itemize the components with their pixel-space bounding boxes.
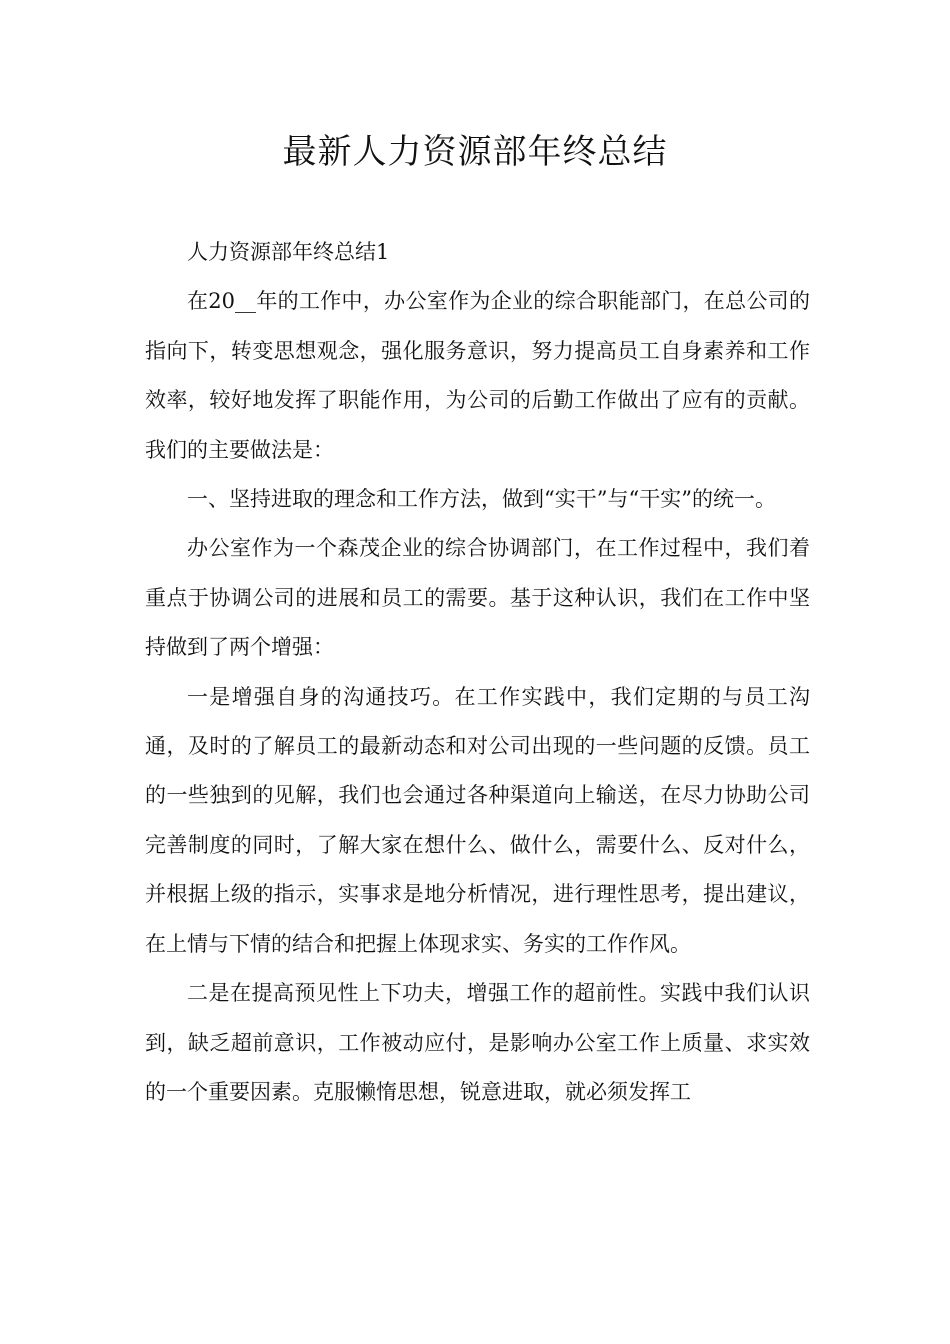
paragraph-office-role: 办公室作为一个森茂企业的综合协调部门，在工作过程中，我们着重点于协调公司的进展和员工的需要。基于这种认识，我们在工作中坚持做到了两个增强： (145, 536, 810, 660)
paragraph-point-one: 一、坚持进取的理念和工作方法，做到“实干”与“干实”的统一。 (187, 487, 776, 512)
document-title: 最新人力资源部年终总结 (282, 132, 668, 172)
document-body (145, 228, 810, 1117)
paragraph-communication: 一是增强自身的沟通技巧。在工作实践中，我们定期的与员工沟通，及时的了解员工的最新动态和对公司出现的一些问题的反馈。员工的一些独到的见解，我们也会通过各种渠道向上输送，在尽力协助公司完善制度的同时，了解大家在想什么、做什么，需要什么、反对什么，并根据上级的指示，实事求是地分析情况，进行理性思考，提出建议，在上情与下情的结合和把握上体现求实、务实的工作作风。 (145, 684, 810, 956)
section-heading: 人力资源部年终总结1 (187, 240, 390, 264)
paragraph-foresight: 二是在提高预见性上下功夫，增强工作的超前性。实践中我们认识到，缺乏超前意识，工作被动应付，是影响办公室工作上质量、求实效的一个重要因素。克服懒惰思想，锐意进取，就必须发挥工 (145, 981, 810, 1104)
paragraph-intro: 在20__年的工作中，办公室作为企业的综合职能部门，在总公司的指向下，转变思想观念，强化服务意识，努力提高员工自身素养和工作效率，较好地发挥了职能作用，为公司的后勤工作做出了应有的贡献。我们的主要做法是： (145, 289, 810, 462)
